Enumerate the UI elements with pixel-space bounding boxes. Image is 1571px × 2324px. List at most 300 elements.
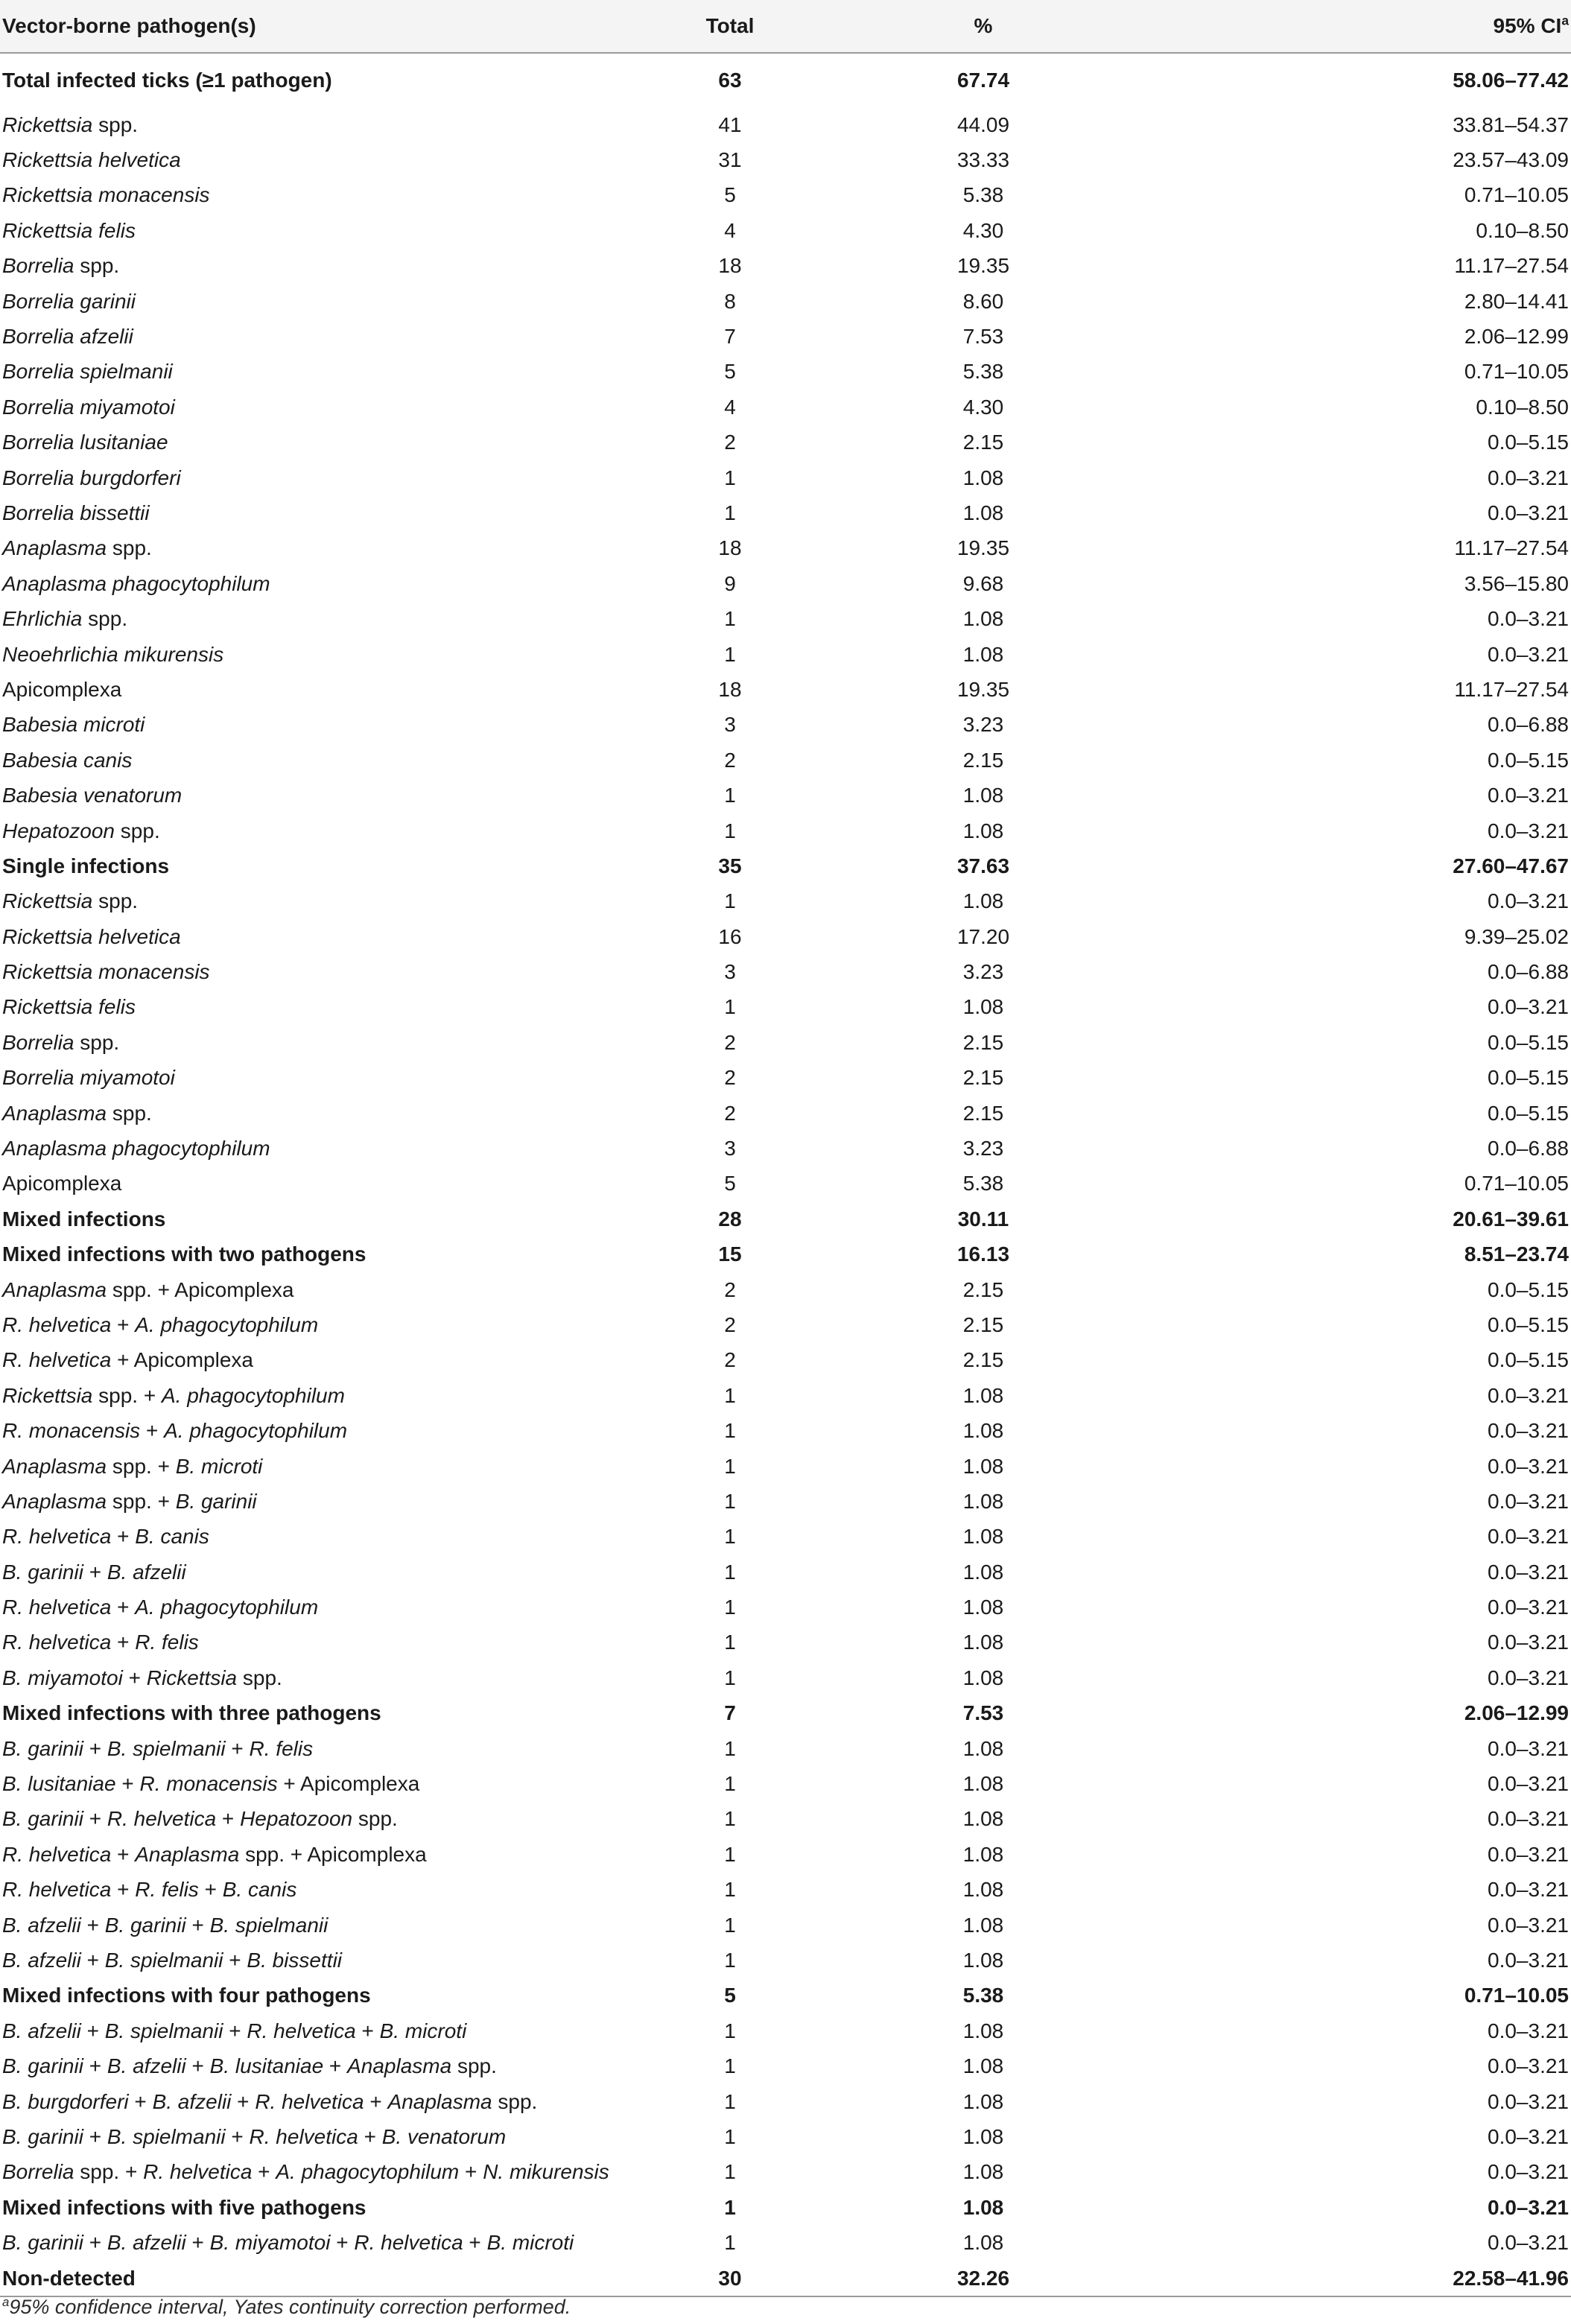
pathogen-name-italic: R. felis [135, 1878, 199, 1902]
total-cell: 5 [724, 1172, 736, 1196]
percent-cell: 5.38 [962, 183, 1004, 207]
ci-cell: 0.0–3.21 [1488, 2231, 1569, 2255]
total-cell: 1 [724, 1631, 736, 1654]
pathogen-name-cell [0, 1449, 670, 1484]
table-row [0, 2155, 1571, 2190]
total-cell: 2 [724, 1312, 736, 1336]
ci-cell: 33.81–54.37 [1453, 112, 1569, 136]
percent-cell: 9.68 [962, 571, 1004, 595]
percent-cell: 2.15 [962, 1312, 1004, 1336]
ci-cell: 0.10–8.50 [1476, 395, 1569, 419]
pathogen-name-text: + [198, 1878, 223, 1902]
pathogen-name-text: + [364, 2089, 388, 2113]
pathogen-name-italic: B. afzelii [107, 2054, 186, 2078]
pathogen-name-italic: B. venatorum [381, 2124, 507, 2148]
percent-cell: 1.08 [962, 1913, 1004, 1937]
table-row [0, 1943, 1571, 1978]
pathogen-name-text: + [185, 2231, 210, 2255]
pathogen-name-cell [0, 1131, 670, 1166]
percent-cell: 1.08 [962, 642, 1004, 666]
pathogen-name-text: + [83, 2054, 107, 2078]
table-row [0, 1237, 1571, 1272]
percent-cell: 1.08 [962, 501, 1004, 524]
table-row [0, 1096, 1571, 1131]
ci-cell: 11.17–27.54 [1454, 677, 1569, 701]
pathogen-name-italic: Anaplasma phagocytophilum [2, 1137, 270, 1161]
pathogen-name-italic: R. helvetica [2, 1631, 112, 1654]
table-row [0, 848, 1571, 883]
table-row [0, 1555, 1571, 1590]
percent-cell: 2.15 [962, 1066, 1004, 1090]
pathogen-name-italic: Rickettsia [146, 1666, 238, 1689]
ci-cell: 0.71–10.05 [1464, 360, 1569, 384]
pathogen-name-text: Mixed infections with four pathogens [2, 1984, 371, 2007]
pathogen-name-text: spp. + Apicomplexa [107, 1277, 294, 1301]
pathogen-name-cell [0, 1978, 670, 2013]
total-cell: 18 [718, 536, 742, 560]
total-cell: 28 [718, 1207, 742, 1231]
header-total: Total [670, 0, 790, 53]
pathogen-name-text: + [252, 2160, 276, 2184]
total-cell: 5 [724, 183, 736, 207]
pathogen-name-cell [0, 884, 670, 919]
percent-cell: 33.33 [956, 148, 1010, 172]
table-row [0, 1520, 1571, 1555]
pathogen-name-cell [0, 1837, 670, 1872]
pathogen-name-text: + [225, 1736, 250, 1760]
pathogen-name-cell [0, 284, 670, 319]
pathogen-name-italic: B. spielmanii [107, 1736, 226, 1760]
pathogen-name-italic: B. bissettii [247, 1949, 343, 1972]
pathogen-name-italic: B. lusitaniae [2, 1772, 116, 1796]
ci-cell: 58.06–77.42 [1453, 69, 1569, 92]
total-cell: 1 [724, 1949, 736, 1972]
total-cell: 1 [724, 2124, 736, 2148]
percent-cell: 1.08 [962, 1772, 1004, 1796]
table-row [0, 954, 1571, 989]
total-cell: 16 [718, 924, 742, 948]
percent-cell: 1.08 [962, 1666, 1004, 1689]
pathogen-name-text: + Apicomplexa [277, 1772, 420, 1796]
pathogen-name-italic: Borrelia miyamotoi [2, 395, 175, 419]
pathogen-name-italic: A. phagocytophilum [164, 1419, 348, 1443]
table-row [0, 1201, 1571, 1236]
ci-cell: 0.0–3.21 [1488, 1419, 1569, 1443]
total-cell: 1 [724, 2195, 736, 2219]
percent-cell: 1.08 [962, 2160, 1004, 2184]
pathogen-name-cell [0, 319, 670, 354]
pathogen-name-cell [0, 2084, 670, 2119]
ci-cell: 0.0–3.21 [1488, 1842, 1569, 1866]
percent-cell: 3.23 [962, 960, 1004, 984]
pathogen-name-cell [0, 1025, 670, 1060]
pathogen-name-cell [0, 178, 670, 213]
table-row [0, 1166, 1571, 1201]
percent-cell: 2.15 [962, 1030, 1004, 1054]
table-row [0, 1025, 1571, 1060]
table-header [0, 0, 1571, 53]
table-row [0, 1873, 1571, 1908]
pathogen-name-cell [0, 2048, 670, 2083]
total-cell: 1 [724, 2160, 736, 2184]
pathogen-name-italic: B. garinii [2, 2231, 83, 2255]
pathogen-name-cell [0, 743, 670, 778]
percent-cell: 1.08 [962, 2089, 1004, 2113]
total-cell: 1 [724, 2019, 736, 2042]
table-row [0, 1802, 1571, 1837]
pathogen-name-text: + [111, 1842, 136, 1866]
table-row [0, 390, 1571, 425]
total-cell: 1 [724, 1736, 736, 1760]
pathogen-name-text: Mixed infections with three pathogens [2, 1701, 381, 1725]
ci-cell: 0.0–5.15 [1488, 1101, 1569, 1125]
pathogen-name-cell [0, 813, 670, 848]
pathogen-name-cell [0, 53, 670, 107]
pathogen-name-cell [0, 778, 670, 813]
total-cell: 2 [724, 1277, 736, 1301]
pathogen-name-italic: Borrelia [2, 254, 74, 278]
ci-cell: 0.0–3.21 [1488, 2195, 1569, 2219]
pathogen-name-cell [0, 1696, 670, 1731]
table-row [0, 531, 1571, 566]
pathogen-name-text: Mixed infections [2, 1207, 166, 1231]
pathogen-name-text: + [128, 2089, 153, 2113]
pathogen-name-italic: R. helvetica [2, 1312, 112, 1336]
pathogen-name-italic: R. helvetica [354, 2231, 463, 2255]
table-row [0, 1696, 1571, 1731]
pathogen-name-cell [0, 1378, 670, 1413]
total-cell: 2 [724, 1348, 736, 1372]
pathogen-name-cell [0, 672, 670, 707]
pathogen-name-text: spp. [92, 889, 139, 913]
table-row [0, 2013, 1571, 2048]
table-row [0, 1272, 1571, 1307]
pathogen-name-italic: B. afzelii [107, 2231, 186, 2255]
table-row [0, 990, 1571, 1025]
ci-cell: 0.0–3.21 [1488, 501, 1569, 524]
ci-cell: 0.10–8.50 [1476, 218, 1569, 242]
total-cell: 1 [724, 1878, 736, 1902]
pathogen-name-italic: Rickettsia monacensis [2, 183, 210, 207]
percent-cell: 4.30 [962, 395, 1004, 419]
total-cell: 18 [718, 677, 742, 701]
pathogen-name-italic: B. afzelii [2, 1949, 81, 1972]
percent-cell: 19.35 [956, 254, 1010, 278]
pathogen-name-cell [0, 2261, 670, 2296]
table-row [0, 813, 1571, 848]
total-cell: 63 [718, 69, 742, 92]
total-cell: 1 [724, 2054, 736, 2078]
table-row [0, 425, 1571, 460]
pathogen-name-cell [0, 1908, 670, 1943]
pathogen-name-text: + [185, 1913, 210, 1937]
percent-cell: 4.30 [962, 218, 1004, 242]
pathogen-name-italic: A. phagocytophilum [276, 2160, 460, 2184]
table-row [0, 1660, 1571, 1695]
pathogen-name-italic: B. afzelii [2, 1913, 81, 1937]
ci-cell: 8.51–23.74 [1464, 1242, 1569, 1266]
pathogen-name-italic: B. garinii [2, 2054, 83, 2078]
table-row [0, 601, 1571, 636]
pathogen-name-cell [0, 1237, 670, 1272]
percent-cell: 1.08 [962, 1383, 1004, 1407]
pathogen-name-italic: B. microti [486, 2231, 574, 2255]
pathogen-name-italic: Borrelia [2, 2160, 74, 2184]
pathogen-name-italic: B. garinii [2, 1736, 83, 1760]
pathogen-name-italic: Borrelia miyamotoi [2, 1066, 175, 1090]
table-footnote [2, 2296, 571, 2319]
total-cell: 1 [724, 642, 736, 666]
pathogen-name-italic: Anaplasma [2, 1489, 107, 1513]
pathogen-name-italic: Rickettsia monacensis [2, 960, 210, 984]
pathogen-name-cell [0, 249, 670, 284]
total-cell: 1 [724, 889, 736, 913]
header-percent: % [790, 0, 1177, 53]
ci-cell: 0.0–3.21 [1488, 1913, 1569, 1937]
pathogen-name-italic: B. canis [135, 1525, 209, 1549]
pathogen-name-text: spp. [107, 1101, 152, 1125]
total-cell: 4 [724, 218, 736, 242]
total-cell: 15 [718, 1242, 742, 1266]
total-cell: 5 [724, 360, 736, 384]
pathogen-name-text: + [216, 1807, 241, 1831]
percent-cell: 2.15 [962, 431, 1004, 454]
pathogen-name-text: + [83, 2124, 107, 2148]
percent-cell: 2.15 [962, 1348, 1004, 1372]
header-ci-label: 95% CI [1493, 14, 1562, 37]
table-row [0, 1307, 1571, 1342]
percent-cell: 5.38 [962, 360, 1004, 384]
pathogen-name-cell [0, 2013, 670, 2048]
table-row [0, 2119, 1571, 2154]
total-cell: 1 [724, 1383, 736, 1407]
percent-cell: 2.15 [962, 748, 1004, 772]
pathogen-name-cell [0, 1731, 670, 1766]
total-cell: 1 [724, 1489, 736, 1513]
pathogen-name-text: + [330, 2231, 355, 2255]
ci-cell: 0.0–3.21 [1488, 1596, 1569, 1619]
percent-cell: 1.08 [962, 2019, 1004, 2042]
ci-cell: 2.80–14.41 [1464, 289, 1569, 313]
percent-cell: 5.38 [962, 1172, 1004, 1196]
pathogen-name-text: + [111, 1312, 136, 1336]
pathogen-name-text: spp. + [107, 1489, 176, 1513]
pathogen-name-italic: B. canis [222, 1878, 297, 1902]
table-row [0, 460, 1571, 495]
ci-cell: 0.0–3.21 [1488, 1949, 1569, 1972]
ci-cell: 0.0–3.21 [1488, 2160, 1569, 2184]
pathogen-name-italic: B. burgdorferi [2, 2089, 129, 2113]
pathogen-name-text: spp. [352, 1807, 398, 1831]
percent-cell: 1.08 [962, 1878, 1004, 1902]
ci-cell: 0.0–3.21 [1488, 1525, 1569, 1549]
pathogen-name-cell [0, 1413, 670, 1448]
pathogen-name-cell [0, 1590, 670, 1625]
table-row [0, 53, 1571, 107]
total-cell: 1 [724, 2089, 736, 2113]
total-cell: 4 [724, 395, 736, 419]
percent-cell: 67.74 [956, 69, 1010, 92]
total-cell: 7 [724, 1701, 736, 1725]
pathogen-name-cell [0, 2155, 670, 2190]
pathogen-name-italic: B. garinii [104, 1913, 186, 1937]
pathogen-name-cell [0, 1873, 670, 1908]
pathogen-name-italic: R. helvetica [2, 1596, 112, 1619]
header-ci [1177, 0, 1571, 53]
percent-cell: 1.08 [962, 1419, 1004, 1443]
pathogen-name-cell [0, 390, 670, 425]
pathogen-name-italic: Neoehrlichia mikurensis [2, 642, 224, 666]
pathogen-name-italic: B. microti [175, 1454, 263, 1478]
pathogen-name-italic: N. mikurensis [483, 2160, 609, 2184]
pathogen-name-text: + [358, 2124, 382, 2148]
percent-cell: 1.08 [962, 2195, 1004, 2219]
percent-cell: 19.35 [956, 677, 1010, 701]
total-cell: 5 [724, 1984, 736, 2007]
pathogen-name-cell [0, 637, 670, 672]
ci-cell: 0.0–5.15 [1488, 748, 1569, 772]
pathogen-name-italic: Borrelia afzelii [2, 325, 133, 349]
total-cell: 1 [724, 995, 736, 1019]
pathogen-name-italic: B. spielmanii [104, 1949, 223, 1972]
table-row [0, 319, 1571, 354]
percent-cell: 7.53 [962, 325, 1004, 349]
ci-cell: 0.0–5.15 [1488, 1312, 1569, 1336]
ci-cell: 0.0–3.21 [1488, 2124, 1569, 2148]
percent-cell: 5.38 [962, 1984, 1004, 2007]
table-row [0, 1766, 1571, 1801]
ci-cell: 0.0–5.15 [1488, 1066, 1569, 1090]
pathogen-name-italic: Anaplasma [135, 1842, 240, 1866]
pathogen-name-cell [0, 2119, 670, 2154]
pathogen-name-text: + [115, 1772, 140, 1796]
percent-cell: 1.08 [962, 819, 1004, 842]
pathogen-name-text: + [83, 2231, 107, 2255]
total-cell: 3 [724, 960, 736, 984]
table-row [0, 178, 1571, 213]
pathogen-name-cell [0, 495, 670, 530]
table-row [0, 1131, 1571, 1166]
pathogen-name-text: + [223, 1949, 247, 1972]
pathogen-name-italic: Babesia venatorum [2, 784, 183, 807]
pathogen-name-italic: Borrelia spielmanii [2, 360, 173, 384]
pathogen-name-italic: B. garinii [175, 1489, 257, 1513]
pathogen-name-text: Mixed infections with two pathogens [2, 1242, 366, 1266]
pathogen-name-cell [0, 1660, 670, 1695]
ci-cell: 0.0–3.21 [1488, 819, 1569, 842]
pathogen-name-italic: R. helvetica [2, 1878, 112, 1902]
pathogen-name-italic: B. afzelii [2, 2019, 81, 2042]
pathogen-name-italic: R. helvetica [143, 2160, 253, 2184]
table-row [0, 2190, 1571, 2225]
pathogen-name-italic: R. helvetica [2, 1525, 112, 1549]
table-row [0, 1343, 1571, 1378]
percent-cell: 37.63 [956, 854, 1010, 877]
pathogen-name-cell [0, 460, 670, 495]
ci-cell: 0.0–3.21 [1488, 1736, 1569, 1760]
pathogen-name-cell [0, 2225, 670, 2260]
pathogen-name-text: spp. [74, 254, 120, 278]
ci-cell: 0.0–3.21 [1488, 2054, 1569, 2078]
percent-cell: 1.08 [962, 784, 1004, 807]
total-cell: 31 [718, 148, 742, 172]
ci-cell: 0.0–3.21 [1488, 1878, 1569, 1902]
table-row [0, 1978, 1571, 2013]
pathogen-name-text: spp. [74, 1030, 120, 1054]
pathogen-name-italic: Borrelia [2, 1030, 74, 1054]
pathogen-name-text: spp. + Apicomplexa [239, 1842, 427, 1866]
table-row [0, 1061, 1571, 1096]
pathogen-name-italic: Borrelia garinii [2, 289, 136, 313]
table-row [0, 566, 1571, 601]
pathogen-name-text: + Apicomplexa [111, 1348, 253, 1372]
total-cell: 30 [670, 2261, 790, 2296]
pathogen-name-cell [0, 531, 670, 566]
table-row [0, 107, 1571, 142]
ci-cell: 0.0–3.21 [1488, 1807, 1569, 1831]
pathogen-name-cell [0, 142, 670, 177]
table-row [0, 249, 1571, 284]
pathogen-name-text: + [355, 2019, 380, 2042]
pathogen-name-italic: Hepatozoon [2, 819, 115, 842]
pathogen-name-text: + [83, 1736, 107, 1760]
ci-cell: 20.61–39.61 [1453, 1207, 1569, 1231]
header-row [0, 0, 1571, 53]
table-row [0, 637, 1571, 672]
pathogen-name-cell [0, 1943, 670, 1978]
pathogen-name-italic: B. miyamotoi [209, 2231, 331, 2255]
pathogen-name-italic: R. monacensis [139, 1772, 278, 1796]
pathogen-name-italic: Rickettsia helvetica [2, 148, 181, 172]
table-row [0, 1837, 1571, 1872]
pathogen-name-italic: R. felis [249, 1736, 314, 1760]
table-row [0, 708, 1571, 743]
pathogen-name-text: + [80, 1913, 105, 1937]
percent-cell: 3.23 [962, 713, 1004, 737]
pathogen-name-cell [0, 848, 670, 883]
percent-cell: 1.08 [962, 1596, 1004, 1619]
header-ci-footnote-marker: a [1561, 13, 1569, 28]
pathogen-name-italic: Rickettsia helvetica [2, 924, 181, 948]
table-row [0, 919, 1571, 954]
pathogen-name-italic: Anaplasma [2, 536, 107, 560]
percent-cell: 1.08 [962, 1631, 1004, 1654]
pathogen-name-text: spp. [492, 2089, 538, 2113]
percent-cell: 8.60 [962, 289, 1004, 313]
total-cell: 1 [724, 1419, 736, 1443]
table-row [0, 672, 1571, 707]
pathogen-name-text: spp. [82, 607, 128, 631]
pathogen-name-text: + [111, 1631, 136, 1654]
percent-cell: 17.20 [956, 924, 1010, 948]
pathogen-name-text: Apicomplexa [2, 1172, 122, 1196]
pathogen-name-text: Mixed infections with five pathogens [2, 2195, 366, 2219]
pathogen-name-cell [0, 708, 670, 743]
table-row [0, 884, 1571, 919]
total-cell: 1 [724, 1666, 736, 1689]
pathogen-name-text: + [225, 2124, 250, 2148]
ci-cell: 0.0–5.15 [1488, 1348, 1569, 1372]
total-cell: 1 [724, 819, 736, 842]
table-body [0, 53, 1571, 2296]
ci-cell: 0.0–3.21 [1488, 1631, 1569, 1654]
footnote-text: 95% confidence interval, Yates continuity correction performed. [9, 2296, 571, 2318]
ci-cell: 0.0–5.15 [1488, 431, 1569, 454]
percent-cell: 7.53 [962, 1701, 1004, 1725]
total-cell: 1 [724, 1842, 736, 1866]
pathogen-name-italic: A. phagocytophilum [162, 1383, 345, 1407]
pathogen-name-cell [0, 1625, 670, 1660]
